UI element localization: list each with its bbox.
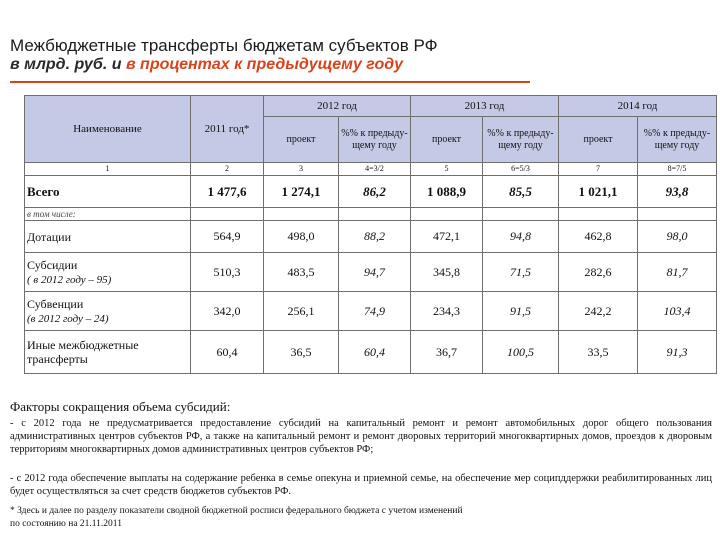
table-row-total xyxy=(25,176,717,208)
value-2013: 472,1 xyxy=(411,221,483,253)
pct-2013: 94,8 xyxy=(483,221,559,253)
index-cell: 4=3/2 xyxy=(339,163,411,176)
table-row xyxy=(25,331,717,374)
value-2014: 33,5 xyxy=(559,331,638,374)
footnote-line-1: * Здесь и далее по разделу показатели сводной бюджетной росписи федерального бюджета с учетом изменений xyxy=(10,506,463,516)
subtitle-percent: в процентах к предыдущему году xyxy=(125,56,404,73)
pct-2014: 103,4 xyxy=(638,292,717,331)
header-2013: 2013 год xyxy=(411,96,559,117)
page-subtitle xyxy=(10,56,403,74)
row-name: Субвенции (в 2012 году – 24) xyxy=(25,292,191,331)
pct-2014: 93,8 xyxy=(638,176,717,208)
pct-2012: 88,2 xyxy=(339,221,411,253)
value-2011: 60,4 xyxy=(191,331,264,374)
row-name: Субсидии ( в 2012 году – 95) xyxy=(25,253,191,292)
value-2011: 564,9 xyxy=(191,221,264,253)
index-cell: 6=5/3 xyxy=(483,163,559,176)
value-2012: 1 274,1 xyxy=(264,176,339,208)
pct-2012: 94,7 xyxy=(339,253,411,292)
row-subnote: ( в 2012 году – 95) xyxy=(27,273,112,286)
pct-2012: 86,2 xyxy=(339,176,411,208)
header-pct-2014: %% к предыду-щему году xyxy=(638,117,717,163)
index-cell: 3 xyxy=(264,163,339,176)
factor-paragraph-1: - с 2012 года не предусматривается предоставление субсидий на капитальный ремонт и ремонт автомобильных дорог общего пользования административных центров субъектов РФ, а также на капитальный ремонт и ремонт дворовых территорий многоквартирных домов, проездов к дворовым территориям многоквартирных домов административных центров субъектов РФ; xyxy=(10,418,712,455)
pct-2013: 100,5 xyxy=(483,331,559,374)
row-name: Всего xyxy=(25,176,191,208)
pct-2012: 60,4 xyxy=(339,331,411,374)
value-2013: 36,7 xyxy=(411,331,483,374)
header-project-2013: проект xyxy=(411,117,483,163)
header-pct-2012: %% к предыду-щему году xyxy=(339,117,411,163)
pct-2014: 98,0 xyxy=(638,221,717,253)
header-project-2012: проект xyxy=(264,117,339,163)
table-row-note xyxy=(25,208,717,221)
pct-2013: 91,5 xyxy=(483,292,559,331)
index-cell: 7 xyxy=(559,163,638,176)
table-row xyxy=(25,253,717,292)
transfers-table xyxy=(24,95,717,374)
footnote-line-2: по состоянию на 21.11.2011 xyxy=(10,519,122,529)
header-2012: 2012 год xyxy=(264,96,411,117)
header-project-2014: проект xyxy=(559,117,638,163)
page-title: Межбюджетные трансферты бюджетам субъектов РФ xyxy=(10,36,438,55)
pct-2013: 71,5 xyxy=(483,253,559,292)
value-2014: 1 021,1 xyxy=(559,176,638,208)
row-name: Дотации xyxy=(25,221,191,253)
value-2012: 483,5 xyxy=(264,253,339,292)
pct-2012: 74,9 xyxy=(339,292,411,331)
value-2011: 1 477,6 xyxy=(191,176,264,208)
value-2012: 256,1 xyxy=(264,292,339,331)
value-2012: 498,0 xyxy=(264,221,339,253)
subtitle-units: в млрд. руб. и xyxy=(10,56,122,73)
header-2011: 2011 год* xyxy=(191,96,264,163)
table-row xyxy=(25,221,717,253)
index-cell: 8=7/5 xyxy=(638,163,717,176)
pct-2014: 91,3 xyxy=(638,331,717,374)
value-2013: 1 088,9 xyxy=(411,176,483,208)
table-row xyxy=(25,292,717,331)
header-pct-2013: %% к предыду-щему году xyxy=(483,117,559,163)
row-name: Иные межбюджетные трансферты xyxy=(25,331,191,374)
value-2014: 282,6 xyxy=(559,253,638,292)
value-2013: 234,3 xyxy=(411,292,483,331)
index-cell: 5 xyxy=(411,163,483,176)
value-2012: 36,5 xyxy=(264,331,339,374)
header-name: Наименование xyxy=(25,96,191,163)
value-2014: 462,8 xyxy=(559,221,638,253)
factor-paragraph-2: - с 2012 года обеспечение выплаты на содержание ребенка в семье опекуна и приемной семье, на обеспечение мер соципддержки реабилитированных лиц будет осуществляться за счет средств бюджетов субъектов РФ. xyxy=(10,473,712,497)
value-2011: 342,0 xyxy=(191,292,264,331)
note-cell: в том числе: xyxy=(25,208,191,221)
header-2014: 2014 год xyxy=(559,96,717,117)
row-subnote: (в 2012 году – 24) xyxy=(27,312,109,325)
factors-heading: Факторы сокращения объема субсидий: xyxy=(10,399,231,414)
column-index-row xyxy=(25,163,717,176)
title-underline xyxy=(10,81,530,83)
value-2014: 242,2 xyxy=(559,292,638,331)
pct-2013: 85,5 xyxy=(483,176,559,208)
index-cell: 1 xyxy=(25,163,191,176)
index-cell: 2 xyxy=(191,163,264,176)
value-2011: 510,3 xyxy=(191,253,264,292)
pct-2014: 81,7 xyxy=(638,253,717,292)
footnote xyxy=(10,505,710,531)
value-2013: 345,8 xyxy=(411,253,483,292)
